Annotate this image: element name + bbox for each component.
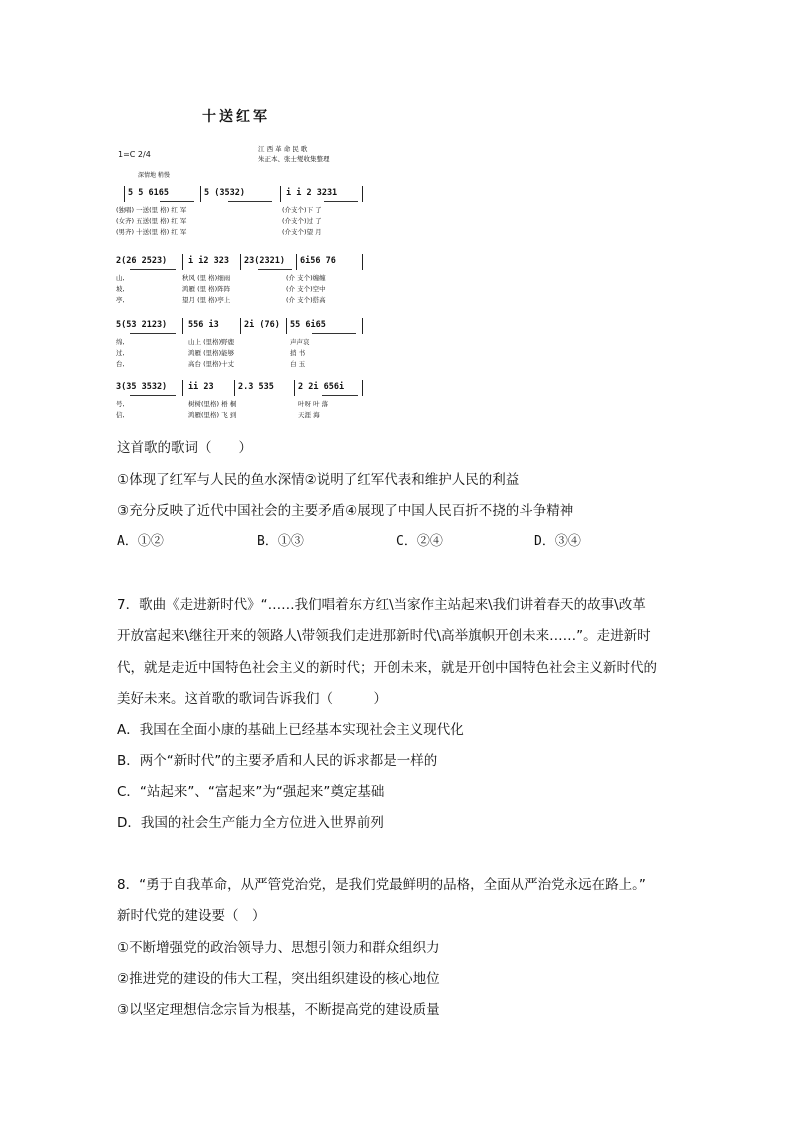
q8-line-2: 新时代党的建设要（ ） [117,908,266,924]
note-row: 5(53 2123) 556 i3 2i (76) 55 6i65 [116,318,364,334]
music-system-2 [116,254,364,318]
q8-statement-3: ③以坚定理想信念宗旨为根基，不断提高党的建设质量 [117,1002,440,1018]
q7-line-3: 代，就是走近中国特色社会主义的新时代；开创未来，就是开创中国特色社会主义新时代的 [117,660,657,676]
music-system-3 [116,318,364,382]
sheet-music [112,100,364,420]
tempo-marking: 深情地 稍慢 [138,172,170,179]
q8-line-1: 8．“勇于自我革命，从严管党治党，是我们党最鲜明的品格，全面从严治党永远在路上。” [117,877,646,893]
q6-stem: 这首歌的歌词（ ） [117,440,252,456]
lyrics-block: 绵, 山上 (里格)野鹿 声声哀 过, 鸿雁 (里格)能够 捎 书 台, 高台 (里格)十丈 白 玉 [116,338,310,368]
q6-statement-1: ①体现了红军与人民的鱼水深情②说明了红军代表和维护人民的利益 [117,472,520,488]
lyrics-block: 山, 秋风 (里 格)细雨 (介 支个)缠缠 坡, 鸿雁 (里 格)阵阵 (介 支个)空中 亭, 望月 (里 格)亭上 (介 支个)搭高 [116,274,326,304]
q8-statement-1: ①不断增强党的政治领导力、思想引领力和群众组织力 [117,940,440,956]
note-row: 3(35 3532) ii 23 2.3 535 2 2i 656i [116,380,364,396]
q7-option-d[interactable]: D．我国的社会生产能力全方位进入世界前列 [117,815,384,831]
q6-option-a[interactable]: A．①② [117,534,164,549]
q6-option-d[interactable]: D．③④ [534,534,581,549]
q7-line-1: 7．歌曲《走进新时代》“……我们唱着东方红\当家作主站起来\我们讲着春天的故事\改革 [117,597,646,613]
q6-statement-2: ③充分反映了近代中国社会的主要矛盾④展现了中国人民百折不挠的斗争精神 [117,503,574,519]
q7-option-a[interactable]: A．我国在全面小康的基础上已经基本实现社会主义现代化 [117,722,464,738]
q6-option-b[interactable]: B．①③ [257,534,304,549]
q7-option-c[interactable]: C．“站起来”、“富起来”为“强起来”奠定基础 [117,784,385,800]
lyrics-block: (独唱) 一送(里 格) 红 军 (介支个)下 了 (女齐) 五送(里 格) 红 军 (介支个)过 了 (男齐) 十送(里 格) 红 军 (介支个)望 月 [116,206,322,236]
music-system-4 [116,380,364,444]
song-source: 江 西 革 命 民 歌 朱正本、张士燮收集整理 [258,145,330,163]
music-system-1 [116,186,364,250]
q7-line-2: 开放富起来\继往开来的领路人\带领我们走进那新时代\高举旗帜开创未来……”。走进新时 [117,628,651,644]
q7-option-b[interactable]: B．两个“新时代”的主要矛盾和人民的诉求都是一样的 [117,753,438,769]
q8-statement-2: ②推进党的建设的伟大工程，突出组织建设的核心地位 [117,971,440,987]
key-signature: 1=C 2/4 [118,150,151,159]
q6-option-c[interactable]: C．②④ [396,534,443,549]
lyrics-block: 号, 树树(里格) 梧 桐 叶呀 叶 落 信, 鸿雁(里格) 飞 到 天涯 海 [116,400,329,419]
q7-line-4: 美好未来。这首歌的歌词告诉我们（ ） [117,691,387,707]
note-row: 2(26 2523) i i2 323 23(2321) 6i56 76 [116,254,364,270]
note-row: 5 5 6165 5 (3532) i i 2 3231 [116,186,364,202]
song-title: 十送红军 [202,109,270,125]
